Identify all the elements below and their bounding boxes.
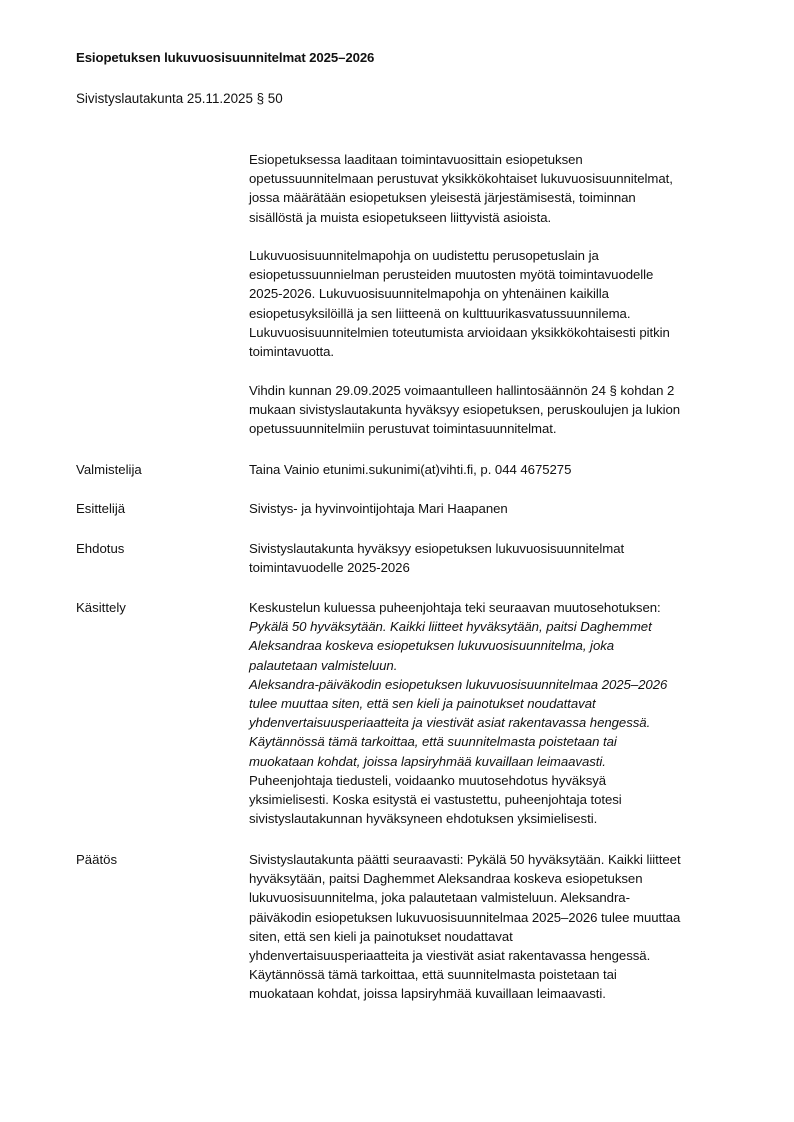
proposal-line: Pykälä 50 hyväksytään. Kaikki liitteet hyväksytään, paitsi Daghemmet (249, 619, 652, 635)
text-line: Vihdin kunnan 29.09.2025 voimaantulleen hallintosäännön 24 § kohdan 2 (249, 383, 675, 398)
text-line: Sivistyslautakunta päätti seuraavasti: Pykälä 50 hyväksytään. Kaikki liitteet (249, 852, 681, 867)
text-line: mukaan sivistyslautakunta hyväksyy esiopetuksen, peruskoulujen ja lukion (249, 402, 681, 418)
proposal-line: Aleksandra-päiväkodin esiopetuksen lukuvuosisuunnitelmaa 2025–2026 (249, 676, 668, 692)
text-line: opetussuunnitelmaan perustuvat yksikkökohtaiset lukuvuosisuunnitelmat, (249, 171, 673, 187)
text-line: Käytännössä tämä tarkoittaa, että suunnitelmasta poistetaan tai (249, 967, 617, 983)
text-line: Lukuvuosisuunnitelmien toteutumista arvioidaan yksikkökohtaisesti pitkin (249, 324, 670, 340)
text-line: jossa määrätään esiopetuksen yleisestä järjestämisestä, toiminnan (249, 190, 636, 206)
ehdotus-label: Ehdotus (76, 541, 125, 556)
proposal-line: muokataan kohdat, joissa lapsiryhmää kuvaillaan leimaavasti. (249, 753, 606, 769)
paatos-label: Päätös (76, 852, 118, 867)
text-line: lukuvuosisuunnitelma, joka palautetaan valmisteluun. Aleksandra- (249, 890, 630, 906)
text-line: 2025-2026. Lukuvuosisuunnitelmapohja on yhtenäinen kaikilla (249, 286, 609, 302)
presenter-name: Sivistys- ja hyvinvointijohtaja Mari Haapanen (249, 501, 508, 516)
text-line: esiopetusyksilöillä ja sen liitteenä on kulttuurikasvatussuunnilema. (249, 305, 631, 321)
text-line: Sivistyslautakunta hyväksyy esiopetuksen lukuvuosisuunnitelmat (249, 541, 625, 556)
text-line: Puheenjohtaja tiedusteli, voidaanko muutosehdotus hyväksyä (249, 772, 607, 788)
esittelija-value (249, 499, 789, 518)
text-line: Keskustelun kuluessa puheenjohtaja teki seuraavan muutosehotuksen: (249, 600, 661, 615)
proposal-line: yhdenvertaisuusperiaatteita ja viestivät asiat rakentavassa hengessä. (249, 715, 651, 731)
text-line: esiopetussuunnielman perusteiden muutosten myötä toimintavuodelle (249, 267, 654, 283)
intro-paragraph-3 (249, 381, 789, 439)
kasittely-value (249, 598, 789, 828)
intro-paragraph-1 (249, 150, 789, 227)
text-line: sivistyslautakunnan hyväksyneen ehdotuksen yksimielisesti. (249, 811, 598, 827)
text-line: päiväkodin esiopetuksen lukuvuosisuunnitelmaa 2025–2026 tulee muuttaa (249, 909, 681, 925)
proposal-line: Aleksandraa koskeva esiopetuksen lukuvuosisuunnitelma, joka (249, 638, 615, 654)
text-line: toimintavuotta. (249, 344, 335, 360)
text-line: Esiopetuksessa laaditaan toimintavuosittain esiopetuksen (249, 152, 583, 167)
text-line: opetussuunnitelmiin perustuvat toimintasuunnitelmat. (249, 421, 557, 437)
ehdotus-value (249, 539, 789, 577)
document-title: Esiopetuksen lukuvuosisuunnitelmat 2025–2026 (76, 50, 375, 65)
proposal-line: palautetaan valmisteluun. (249, 657, 398, 673)
proposal-line: Käytännössä tämä tarkoittaa, että suunnitelmasta poistetaan tai (249, 734, 617, 750)
valmistelija-value (249, 460, 789, 479)
valmistelija-label: Valmistelija (76, 462, 142, 477)
preparer-contact: Taina Vainio etunimi.sukunimi(at)vihti.fi, p. 044 4675275 (249, 462, 572, 477)
esittelija-label: Esittelijä (76, 501, 126, 516)
text-line: Lukuvuosisuunnitelmapohja on uudistettu perusopetuslain ja (249, 248, 599, 263)
text-line: yksimielisesti. Koska esitystä ei vastustettu, puheenjohtaja totesi (249, 792, 622, 808)
text-line: siten, että sen kieli ja painotukset noudattavat (249, 928, 513, 944)
meeting-reference: Sivistyslautakunta 25.11.2025 § 50 (76, 91, 283, 106)
text-line: sisällöstä ja muista esiopetukseen liittyvistä asioista. (249, 209, 552, 225)
text-line: yhdenvertaisuusperiaatteita ja viestivät asiat rakentavassa hengessä. (249, 948, 651, 964)
paatos-value (249, 850, 789, 1004)
kasittely-label: Käsittely (76, 600, 126, 615)
text-line: hyväksytään, paitsi Daghemmet Aleksandraa koskeva esiopetuksen (249, 871, 643, 887)
text-line: toimintavuodelle 2025-2026 (249, 560, 410, 576)
intro-paragraph-2 (249, 246, 789, 361)
text-line: muokataan kohdat, joissa lapsiryhmää kuvaillaan leimaavasti. (249, 986, 606, 1002)
proposal-line: tulee muuttaa siten, että sen kieli ja painotukset noudattavat (249, 696, 596, 712)
